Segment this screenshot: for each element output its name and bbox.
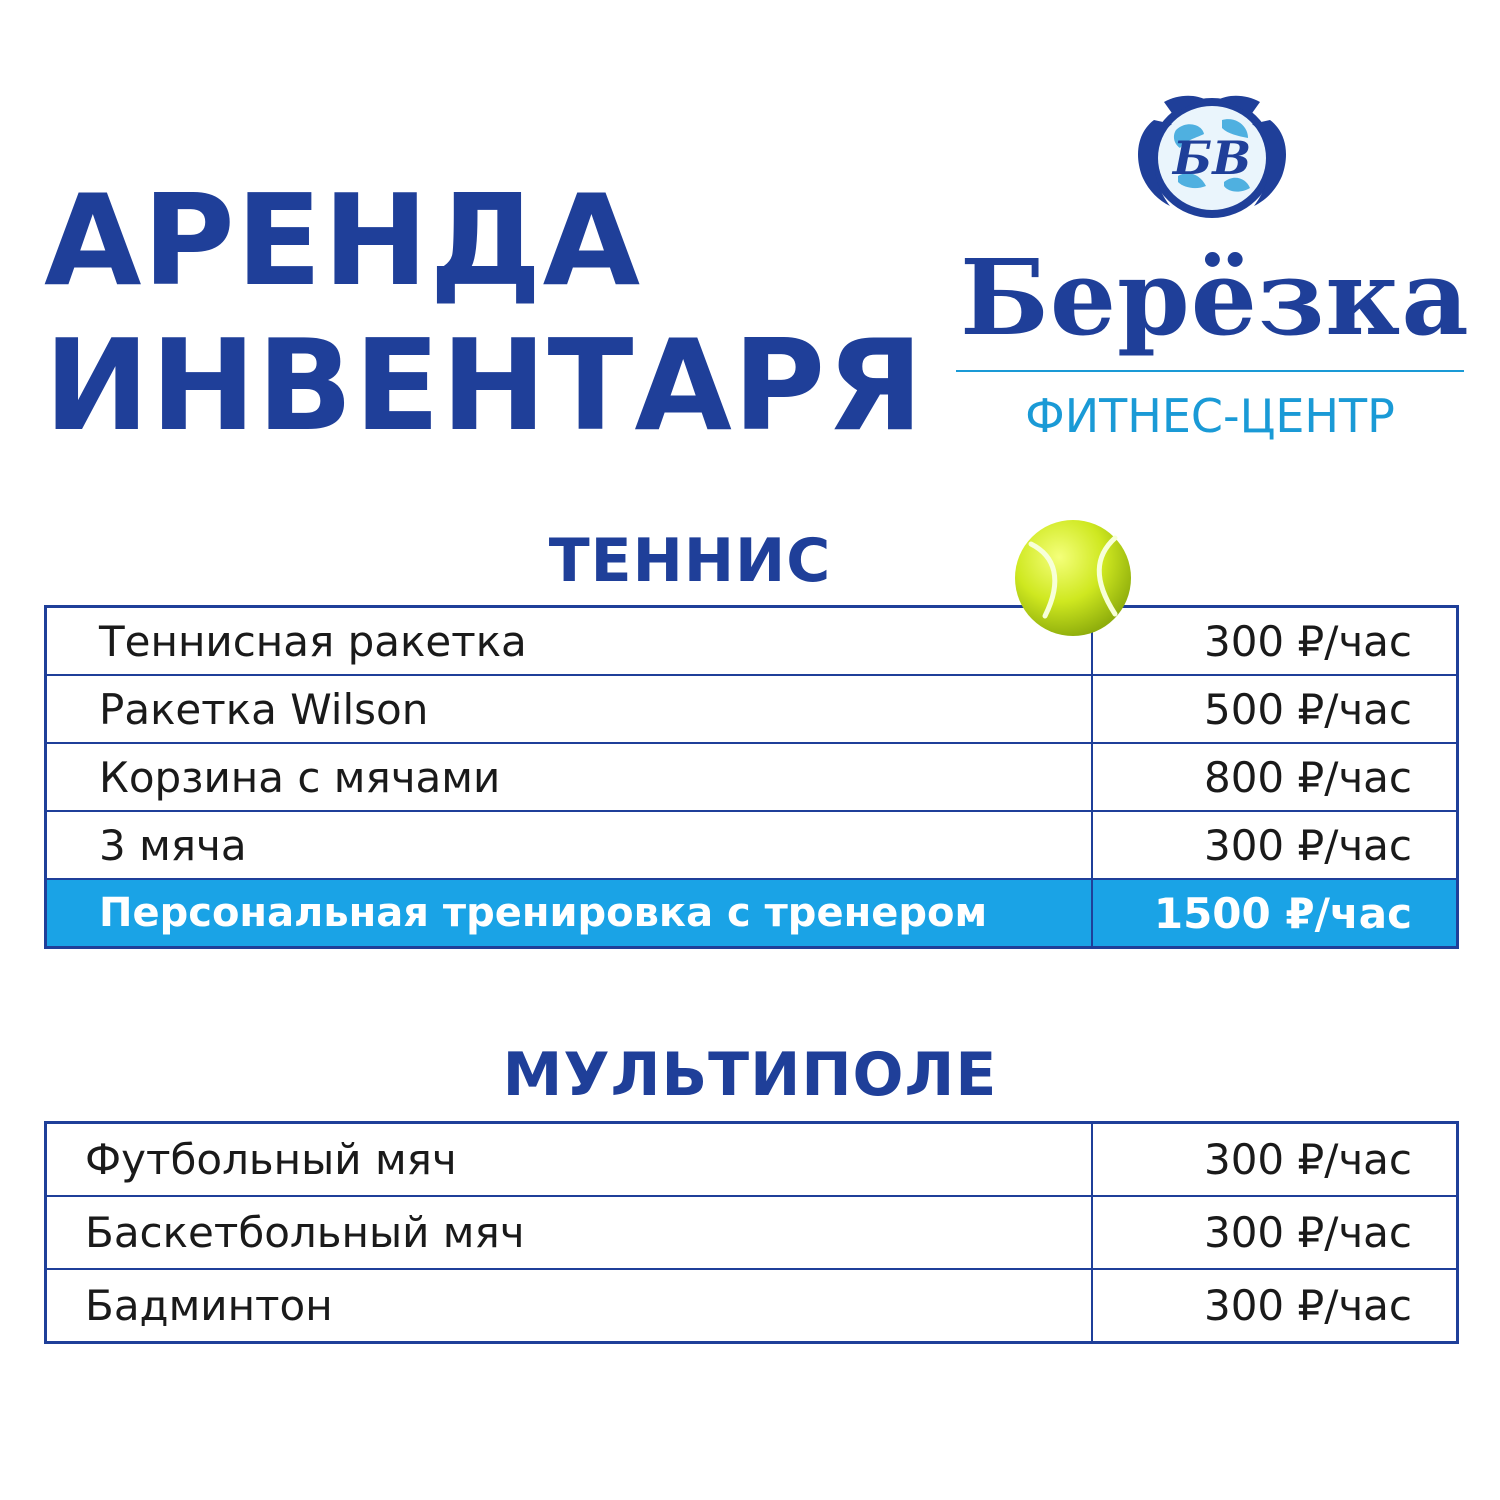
tennis-price-table [44, 605, 1459, 949]
page-title [44, 168, 924, 458]
page-title-line-1: АРЕНДА [44, 167, 642, 314]
table-row [46, 1123, 1458, 1197]
table-row [46, 811, 1458, 879]
brand-divider [956, 370, 1464, 372]
item-name: Теннисная ракетка [46, 607, 1092, 676]
item-name: Баскетбольный мяч [46, 1196, 1092, 1269]
multipole-section-title: МУЛЬТИПОЛЕ [502, 1040, 998, 1110]
brand-emblem-icon [1124, 90, 1300, 226]
table-row [46, 1269, 1458, 1343]
page-title-line-2: ИНВЕНТАРЯ [44, 312, 925, 459]
item-price: 500 ₽/час [1092, 675, 1458, 743]
item-name: Футбольный мяч [46, 1123, 1092, 1197]
item-name: Корзина с мячами [46, 743, 1092, 811]
highlight-row [46, 879, 1458, 948]
item-price: 300 ₽/час [1092, 1123, 1458, 1197]
table-row [46, 1196, 1458, 1269]
multipole-price-table [44, 1121, 1459, 1344]
highlight-item-name: Персональная тренировка с тренером [46, 879, 1092, 948]
item-name: Бадминтон [46, 1269, 1092, 1343]
item-price: 800 ₽/час [1092, 743, 1458, 811]
emblem-monogram: БВ [1172, 131, 1252, 185]
table-row [46, 743, 1458, 811]
table-row [46, 675, 1458, 743]
item-price: 300 ₽/час [1092, 607, 1458, 676]
tennis-ball-icon [1011, 516, 1135, 640]
tennis-section-title: ТЕННИС [548, 526, 832, 596]
item-price: 300 ₽/час [1092, 1196, 1458, 1269]
item-name: Ракетка Wilson [46, 675, 1092, 743]
item-name: 3 мяча [46, 811, 1092, 879]
brand-subtitle: ФИТНЕС-ЦЕНТР [1025, 389, 1395, 443]
item-price: 300 ₽/час [1092, 811, 1458, 879]
brand-name: Берёзка [960, 236, 1470, 359]
table-row [46, 607, 1458, 676]
highlight-item-price: 1500 ₽/час [1092, 879, 1458, 948]
item-price: 300 ₽/час [1092, 1269, 1458, 1343]
